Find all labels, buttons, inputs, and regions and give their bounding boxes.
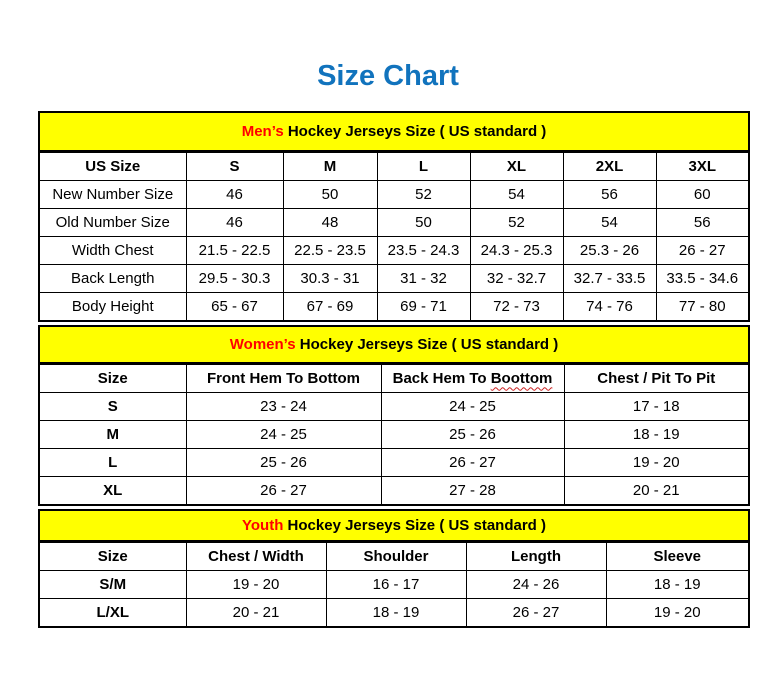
youth-column-header-row — [39, 542, 749, 571]
mens-heading-rest: Hockey Jerseys Size ( US standard ) — [283, 122, 547, 140]
size-value-cell: 72 - 73 — [470, 293, 563, 322]
mens-heading-row — [39, 112, 749, 152]
size-value-cell: 19 - 20 — [564, 449, 749, 477]
table-row — [39, 449, 749, 477]
mens-heading-highlight: Men’s — [241, 122, 284, 140]
size-value-cell: 54 — [563, 209, 656, 237]
size-value-cell: 52 — [470, 209, 563, 237]
size-value-cell: 54 — [470, 181, 563, 209]
size-value-cell: 48 — [283, 209, 377, 237]
mens-size-table — [38, 111, 750, 322]
table-row — [39, 477, 749, 506]
row-label: L — [39, 449, 186, 477]
column-header: 2XL — [563, 152, 656, 181]
column-header: 3XL — [656, 152, 749, 181]
size-value-cell: 50 — [377, 209, 470, 237]
size-value-cell: 69 - 71 — [377, 293, 470, 322]
size-value-cell: 67 - 69 — [283, 293, 377, 322]
size-value-cell: 20 - 21 — [186, 599, 326, 628]
row-label: S/M — [39, 571, 186, 599]
size-tables-container — [38, 111, 748, 628]
size-value-cell: 16 - 17 — [326, 571, 466, 599]
size-value-cell: 23.5 - 24.3 — [377, 237, 470, 265]
column-header: Chest / Width — [186, 542, 326, 571]
column-header: US Size — [39, 152, 186, 181]
size-value-cell: 24 - 25 — [186, 421, 381, 449]
size-value-cell: 56 — [656, 209, 749, 237]
size-value-cell: 26 - 27 — [186, 477, 381, 506]
mens-column-header-row — [39, 152, 749, 181]
spellcheck-squiggle-word: Boottom — [490, 369, 553, 387]
size-value-cell: 30.3 - 31 — [283, 265, 377, 293]
column-header-misspelled — [381, 364, 564, 393]
size-value-cell: 25 - 26 — [381, 421, 564, 449]
size-value-cell: 25 - 26 — [186, 449, 381, 477]
size-value-cell: 21.5 - 22.5 — [186, 237, 283, 265]
size-value-cell: 19 - 20 — [186, 571, 326, 599]
youth-table-heading — [39, 510, 749, 542]
size-value-cell: 65 - 67 — [186, 293, 283, 322]
column-header: M — [283, 152, 377, 181]
column-header: L — [377, 152, 470, 181]
column-header-prefix: Back Hem To — [392, 369, 491, 387]
column-header: Size — [39, 542, 186, 571]
size-value-cell: 60 — [656, 181, 749, 209]
size-value-cell: 18 - 19 — [606, 571, 749, 599]
youth-size-table — [38, 509, 750, 628]
size-value-cell: 18 - 19 — [564, 421, 749, 449]
column-header: Shoulder — [326, 542, 466, 571]
womens-size-table — [38, 325, 750, 506]
table-row — [39, 181, 749, 209]
size-value-cell: 19 - 20 — [606, 599, 749, 628]
page-title: Size Chart — [317, 60, 459, 92]
row-label: S — [39, 393, 186, 421]
size-value-cell: 52 — [377, 181, 470, 209]
size-value-cell: 32 - 32.7 — [470, 265, 563, 293]
womens-column-header-row — [39, 364, 749, 393]
size-value-cell: 18 - 19 — [326, 599, 466, 628]
size-value-cell: 33.5 - 34.6 — [656, 265, 749, 293]
row-label: Old Number Size — [39, 209, 186, 237]
size-value-cell: 77 - 80 — [656, 293, 749, 322]
size-value-cell: 26 - 27 — [381, 449, 564, 477]
row-label: XL — [39, 477, 186, 506]
row-label: Width Chest — [39, 237, 186, 265]
column-header: Size — [39, 364, 186, 393]
womens-heading-rest: Hockey Jerseys Size ( US standard ) — [295, 335, 559, 353]
size-value-cell: 24 - 26 — [466, 571, 606, 599]
size-value-cell: 50 — [283, 181, 377, 209]
womens-heading-row — [39, 326, 749, 364]
size-value-cell: 26 - 27 — [656, 237, 749, 265]
size-value-cell: 27 - 28 — [381, 477, 564, 506]
size-value-cell: 31 - 32 — [377, 265, 470, 293]
column-header: S — [186, 152, 283, 181]
table-row — [39, 209, 749, 237]
size-value-cell: 29.5 - 30.3 — [186, 265, 283, 293]
table-row — [39, 237, 749, 265]
size-value-cell: 46 — [186, 181, 283, 209]
table-row — [39, 265, 749, 293]
row-label: L/XL — [39, 599, 186, 628]
youth-heading-highlight: Youth — [242, 516, 284, 534]
size-value-cell: 24 - 25 — [381, 393, 564, 421]
table-row — [39, 293, 749, 322]
row-label: M — [39, 421, 186, 449]
column-header: Length — [466, 542, 606, 571]
column-header: XL — [470, 152, 563, 181]
row-label: New Number Size — [39, 181, 186, 209]
womens-heading-highlight: Women’s — [229, 335, 296, 353]
column-header: Sleeve — [606, 542, 749, 571]
size-value-cell: 22.5 - 23.5 — [283, 237, 377, 265]
womens-table-heading — [39, 326, 749, 364]
youth-heading-rest: Hockey Jerseys Size ( US standard ) — [283, 516, 546, 534]
table-row — [39, 393, 749, 421]
size-value-cell: 24.3 - 25.3 — [470, 237, 563, 265]
size-value-cell: 46 — [186, 209, 283, 237]
size-value-cell: 23 - 24 — [186, 393, 381, 421]
size-value-cell: 56 — [563, 181, 656, 209]
size-value-cell: 17 - 18 — [564, 393, 749, 421]
youth-heading-row — [39, 510, 749, 542]
size-value-cell: 26 - 27 — [466, 599, 606, 628]
table-row — [39, 421, 749, 449]
row-label: Back Length — [39, 265, 186, 293]
column-header: Front Hem To Bottom — [186, 364, 381, 393]
size-value-cell: 32.7 - 33.5 — [563, 265, 656, 293]
size-value-cell: 20 - 21 — [564, 477, 749, 506]
column-header: Chest / Pit To Pit — [564, 364, 749, 393]
table-row — [39, 571, 749, 599]
row-label: Body Height — [39, 293, 186, 322]
table-row — [39, 599, 749, 628]
size-value-cell: 25.3 - 26 — [563, 237, 656, 265]
mens-table-heading — [39, 112, 749, 152]
size-value-cell: 74 - 76 — [563, 293, 656, 322]
